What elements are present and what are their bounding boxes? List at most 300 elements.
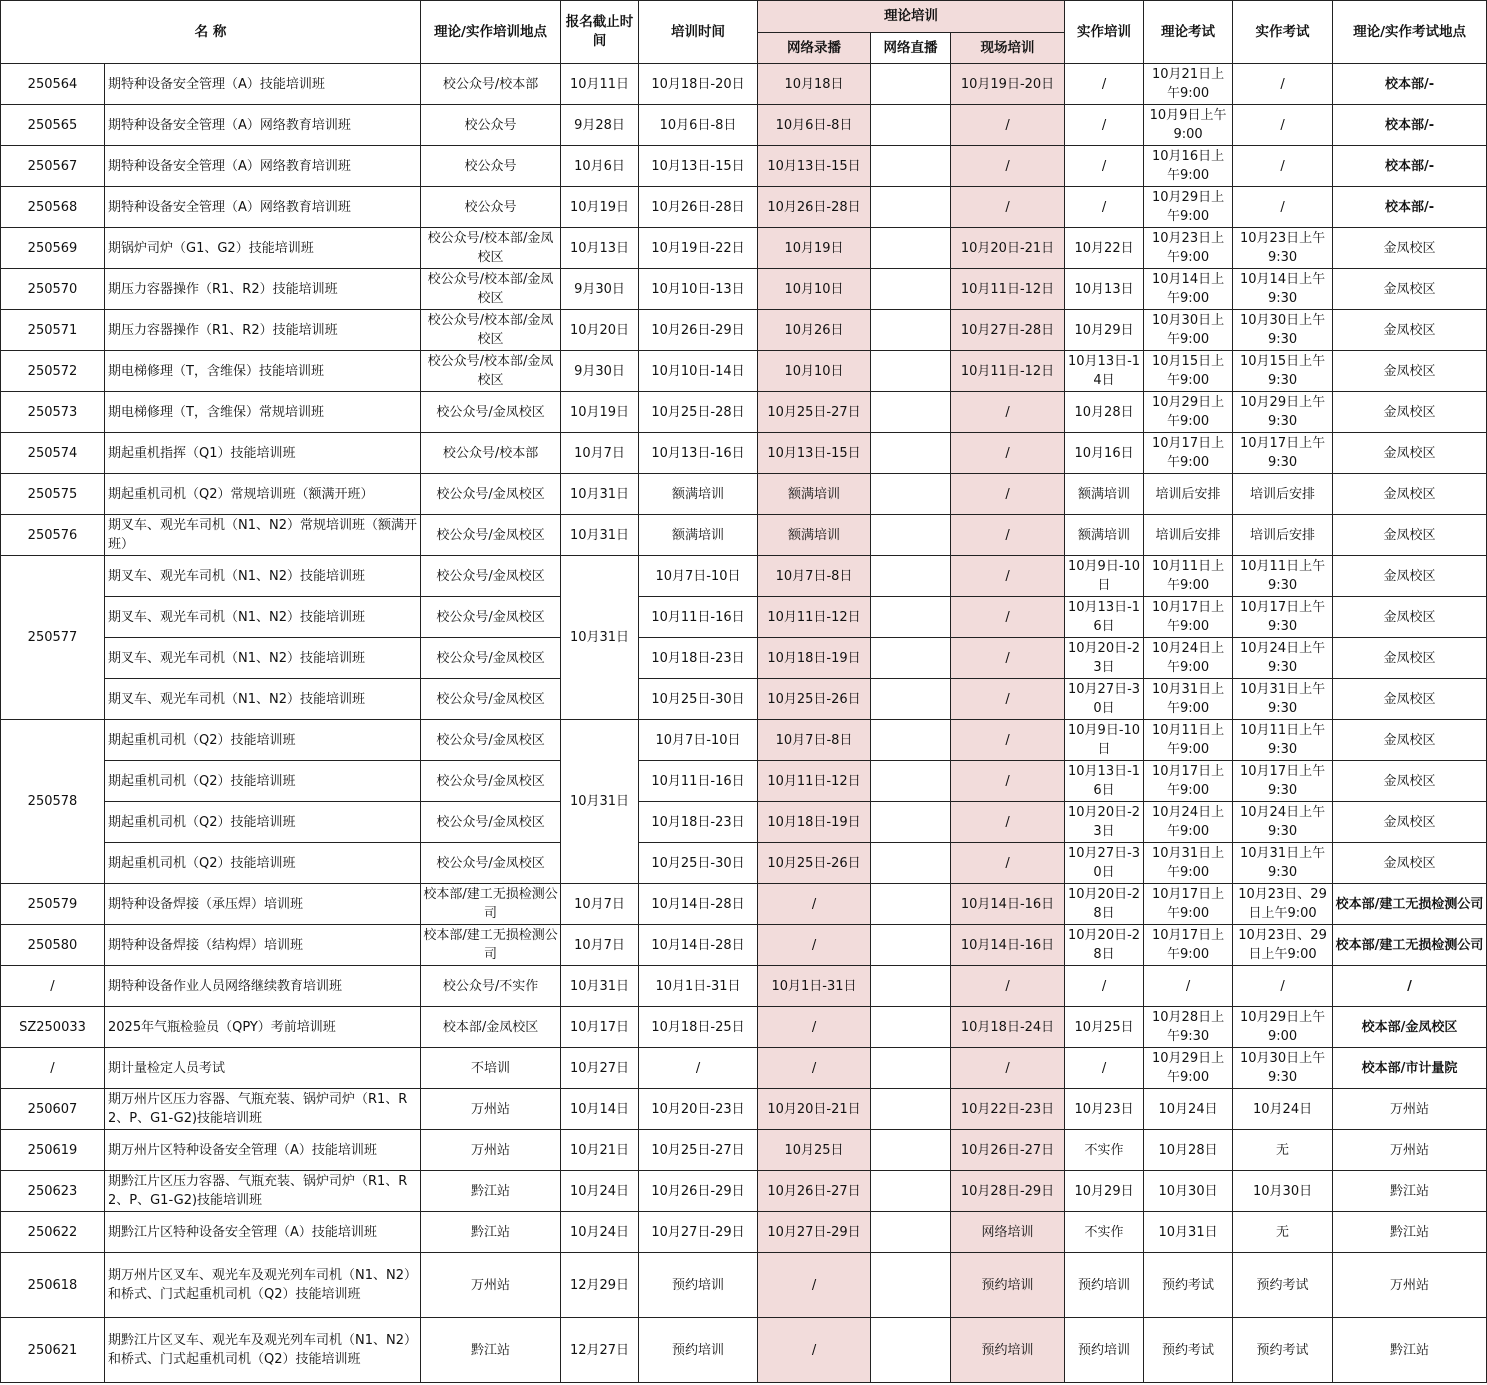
table-row [1,884,1487,925]
header-theory-training: 理论培训 [758,1,1065,33]
table-row [1,638,1487,679]
theory-exam: 10月21日上午9:00 [1144,64,1233,105]
practical-exam: 无 [1233,1212,1333,1253]
registration-deadline: 9月30日 [561,269,639,310]
training-location: 校本部/建工无损检测公司 [421,925,561,966]
training-location: 万州站 [421,1089,561,1130]
class-name: 期黔江片区叉车、观光车及观光列车司机（N1、N2）和桥式、门式起重机司机（Q2）技能培训班 [105,1318,421,1383]
practical-exam: 培训后安排 [1233,515,1333,556]
exam-location: 金凤校区 [1333,392,1487,433]
onsite-training: 10月14日-16日 [951,884,1065,925]
training-location: 校公众号/金凤校区 [421,474,561,515]
training-location: 黔江站 [421,1171,561,1212]
training-location: 校公众号/校本部/金凤校区 [421,269,561,310]
onsite-training: / [951,843,1065,884]
net-live [871,64,951,105]
net-live [871,515,951,556]
practical-training: 预约培训 [1065,1253,1144,1318]
net-record: 10月18日 [758,64,871,105]
net-live [871,392,951,433]
practical-training: / [1065,146,1144,187]
onsite-training: 10月11日-12日 [951,351,1065,392]
practical-exam: / [1233,64,1333,105]
net-live [871,720,951,761]
practical-training: 10月29日 [1065,310,1144,351]
table-row [1,433,1487,474]
net-live [871,966,951,1007]
registration-deadline: 10月13日 [561,228,639,269]
theory-exam: 培训后安排 [1144,515,1233,556]
class-id: 250575 [1,474,105,515]
net-record: 10月19日 [758,228,871,269]
registration-deadline: 10月27日 [561,1048,639,1089]
practical-exam: 10月17日上午9:30 [1233,761,1333,802]
exam-location: 金凤校区 [1333,638,1487,679]
table-row [1,843,1487,884]
practical-exam: 无 [1233,1130,1333,1171]
class-name: 期压力容器操作（R1、R2）技能培训班 [105,269,421,310]
practical-exam: 10月30日上午9:30 [1233,1048,1333,1089]
onsite-training: / [951,720,1065,761]
training-location: 校公众号/校本部/金凤校区 [421,310,561,351]
exam-location: 金凤校区 [1333,474,1487,515]
net-live [871,351,951,392]
table-row [1,351,1487,392]
theory-exam: 10月24日上午9:00 [1144,638,1233,679]
exam-location: 万州站 [1333,1130,1487,1171]
onsite-training: 10月20日-21日 [951,228,1065,269]
exam-location: 校本部/- [1333,64,1487,105]
table-row [1,474,1487,515]
training-time: 10月27日-29日 [639,1212,758,1253]
net-live [871,802,951,843]
net-live [871,269,951,310]
practical-exam: 10月11日上午9:30 [1233,720,1333,761]
training-time: 10月25日-27日 [639,1130,758,1171]
practical-training: 10月20日-23日 [1065,802,1144,843]
exam-location: 金凤校区 [1333,556,1487,597]
practical-training: 10月9日-10日 [1065,556,1144,597]
training-location: 校公众号/金凤校区 [421,515,561,556]
theory-exam: 10月23日上午9:00 [1144,228,1233,269]
training-time: 10月26日-28日 [639,187,758,228]
training-location: 万州站 [421,1253,561,1318]
registration-deadline: 10月11日 [561,64,639,105]
class-name: 期万州片区叉车、观光车及观光列车司机（N1、N2）和桥式、门式起重机司机（Q2）技能培训班 [105,1253,421,1318]
exam-location: 金凤校区 [1333,597,1487,638]
class-name: 期叉车、观光车司机（N1、N2）技能培训班 [105,556,421,597]
practical-training: / [1065,966,1144,1007]
theory-exam: 培训后安排 [1144,474,1233,515]
net-live [871,228,951,269]
table-row [1,310,1487,351]
training-time: 10月18日-20日 [639,64,758,105]
table-row [1,1007,1487,1048]
table-row [1,966,1487,1007]
practical-exam: 10月29日上午9:00 [1233,1007,1333,1048]
class-name: 期万州片区特种设备安全管理（A）技能培训班 [105,1130,421,1171]
class-id: 250607 [1,1089,105,1130]
onsite-training: 10月11日-12日 [951,269,1065,310]
class-name: 期特种设备安全管理（A）网络教育培训班 [105,187,421,228]
onsite-training: 10月26日-27日 [951,1130,1065,1171]
theory-exam: 10月31日上午9:00 [1144,843,1233,884]
table-row [1,392,1487,433]
registration-deadline: 12月29日 [561,1253,639,1318]
class-name: 期起重机司机（Q2）技能培训班 [105,761,421,802]
training-location: 校公众号/校本部 [421,433,561,474]
net-live [871,884,951,925]
net-record: 10月25日-26日 [758,679,871,720]
net-record: 10月18日-19日 [758,802,871,843]
header-practical-exam: 实作考试 [1233,1,1333,64]
net-live [871,105,951,146]
training-location: 校本部/金凤校区 [421,1007,561,1048]
net-record: 10月13日-15日 [758,433,871,474]
net-live [871,761,951,802]
training-time: / [639,1048,758,1089]
training-location: 校公众号 [421,187,561,228]
table-row [1,146,1487,187]
net-record: 10月18日-19日 [758,638,871,679]
table-row [1,64,1487,105]
practical-training: 不实作 [1065,1212,1144,1253]
practical-exam: / [1233,966,1333,1007]
net-live [871,1130,951,1171]
registration-deadline: 10月7日 [561,433,639,474]
exam-location: 金凤校区 [1333,679,1487,720]
training-location: 校公众号/金凤校区 [421,720,561,761]
onsite-training: / [951,679,1065,720]
practical-training: / [1065,1048,1144,1089]
net-record: 10月26日-28日 [758,187,871,228]
exam-location: 金凤校区 [1333,843,1487,884]
class-name: 期黔江片区压力容器、气瓶充装、锅炉司炉（R1、R2、P、G1-G2)技能培训班 [105,1171,421,1212]
training-location: 校公众号/金凤校区 [421,761,561,802]
onsite-training: / [951,1048,1065,1089]
practical-training: 预约培训 [1065,1318,1144,1383]
registration-deadline: 10月19日 [561,187,639,228]
net-record: 10月25日 [758,1130,871,1171]
practical-training: 10月28日 [1065,392,1144,433]
training-time: 10月18日-25日 [639,1007,758,1048]
class-name: 期叉车、观光车司机（N1、N2）技能培训班 [105,679,421,720]
class-id: / [1,966,105,1007]
exam-location: 金凤校区 [1333,802,1487,843]
theory-exam: 10月28日 [1144,1130,1233,1171]
class-name: 期特种设备焊接（承压焊）培训班 [105,884,421,925]
net-record: 10月20日-21日 [758,1089,871,1130]
training-time: 10月14日-28日 [639,925,758,966]
exam-location: 黔江站 [1333,1318,1487,1383]
net-record: 10月11日-12日 [758,597,871,638]
training-location: 校公众号 [421,105,561,146]
registration-deadline: 10月7日 [561,925,639,966]
net-record: 额满培训 [758,515,871,556]
class-name: 期特种设备安全管理（A）技能培训班 [105,64,421,105]
class-name: 期特种设备焊接（结构焊）培训班 [105,925,421,966]
class-id: 250579 [1,884,105,925]
header-name: 名 称 [1,1,421,64]
onsite-training: / [951,966,1065,1007]
class-name: 期叉车、观光车司机（N1、N2）技能培训班 [105,597,421,638]
net-live [871,1007,951,1048]
training-time: 10月13日-16日 [639,433,758,474]
exam-location: 金凤校区 [1333,310,1487,351]
training-time: 10月25日-30日 [639,679,758,720]
practical-exam: 10月29日上午9:30 [1233,392,1333,433]
net-record: 10月1日-31日 [758,966,871,1007]
class-id: 250572 [1,351,105,392]
training-time: 10月10日-13日 [639,269,758,310]
onsite-training: / [951,392,1065,433]
class-name: 期叉车、观光车司机（N1、N2）常规培训班（额满开班） [105,515,421,556]
class-name: 期电梯修理（T，含维保）常规培训班 [105,392,421,433]
exam-location: 校本部/金凤校区 [1333,1007,1487,1048]
class-name: 2025年气瓶检验员（QPY）考前培训班 [105,1007,421,1048]
net-live [871,679,951,720]
onsite-training: 10月14日-16日 [951,925,1065,966]
practical-training: 10月9日-10日 [1065,720,1144,761]
net-record: 10月27日-29日 [758,1212,871,1253]
table-row [1,556,1487,597]
exam-location: 黔江站 [1333,1212,1487,1253]
exam-location: 校本部/建工无损检测公司 [1333,925,1487,966]
exam-location: 校本部/- [1333,146,1487,187]
practical-exam: 10月31日上午9:30 [1233,679,1333,720]
registration-deadline: 10月31日 [561,474,639,515]
theory-exam: 10月29日上午9:00 [1144,1048,1233,1089]
theory-exam: 10月17日上午9:00 [1144,761,1233,802]
header-exam-location: 理论/实作考试地点 [1333,1,1487,64]
table-row [1,515,1487,556]
table-row [1,1253,1487,1318]
training-location: 校公众号/金凤校区 [421,843,561,884]
theory-exam: 预约考试 [1144,1318,1233,1383]
onsite-training: / [951,556,1065,597]
table-body [1,64,1487,1383]
onsite-training: / [951,761,1065,802]
class-name: 期锅炉司炉（G1、G2）技能培训班 [105,228,421,269]
registration-deadline: 10月31日 [561,720,639,884]
training-location: 校公众号/金凤校区 [421,392,561,433]
class-name: 期起重机司机（Q2）技能培训班 [105,843,421,884]
theory-exam: 10月30日上午9:00 [1144,310,1233,351]
class-name: 期叉车、观光车司机（N1、N2）技能培训班 [105,638,421,679]
table-row [1,269,1487,310]
class-id: SZ250033 [1,1007,105,1048]
net-record: 10月25日-27日 [758,392,871,433]
class-name: 期计量检定人员考试 [105,1048,421,1089]
net-live [871,1089,951,1130]
training-time: 10月6日-8日 [639,105,758,146]
theory-exam: 10月11日上午9:00 [1144,556,1233,597]
net-record: 10月10日 [758,269,871,310]
onsite-training: / [951,187,1065,228]
training-location: 校公众号/不实作 [421,966,561,1007]
training-location: 校公众号 [421,146,561,187]
net-record: / [758,884,871,925]
onsite-training: 预约培训 [951,1253,1065,1318]
practical-training: 10月27日-30日 [1065,679,1144,720]
practical-training: 额满培训 [1065,515,1144,556]
theory-exam: 10月29日上午9:00 [1144,392,1233,433]
header-theory-exam: 理论考试 [1144,1,1233,64]
onsite-training: / [951,638,1065,679]
practical-training: 10月23日 [1065,1089,1144,1130]
theory-exam: 10月16日上午9:00 [1144,146,1233,187]
training-time: 10月25日-30日 [639,843,758,884]
practical-training: 10月13日-16日 [1065,761,1144,802]
class-name: 期电梯修理（T，含维保）技能培训班 [105,351,421,392]
table-row [1,802,1487,843]
onsite-training: / [951,515,1065,556]
registration-deadline: 10月20日 [561,310,639,351]
net-record: / [758,1318,871,1383]
table-row [1,1130,1487,1171]
class-id: 250568 [1,187,105,228]
onsite-training: 预约培训 [951,1318,1065,1383]
practical-exam: / [1233,105,1333,146]
training-time: 预约培训 [639,1318,758,1383]
practical-training: 10月20日-28日 [1065,925,1144,966]
class-id: / [1,1048,105,1089]
training-location: 校公众号/校本部/金凤校区 [421,351,561,392]
class-name: 期万州片区压力容器、气瓶充装、锅炉司炉（R1、R2、P、G1-G2)技能培训班 [105,1089,421,1130]
class-id: 250622 [1,1212,105,1253]
practical-training: 10月16日 [1065,433,1144,474]
exam-location: 校本部/建工无损检测公司 [1333,884,1487,925]
table-row [1,1171,1487,1212]
exam-location: 万州站 [1333,1253,1487,1318]
net-record: / [758,925,871,966]
header-deadline: 报名截止时间 [561,1,639,64]
table-row [1,761,1487,802]
practical-exam: 10月30日上午9:30 [1233,310,1333,351]
class-name: 期起重机司机（Q2）技能培训班 [105,802,421,843]
class-id: 250574 [1,433,105,474]
training-location: 校公众号/校本部 [421,64,561,105]
theory-exam: 10月29日上午9:00 [1144,187,1233,228]
practical-exam: 预约考试 [1233,1253,1333,1318]
training-time: 10月1日-31日 [639,966,758,1007]
class-name: 期特种设备安全管理（A）网络教育培训班 [105,105,421,146]
practical-exam: 10月17日上午9:30 [1233,597,1333,638]
registration-deadline: 9月30日 [561,351,639,392]
exam-location: 校本部/- [1333,105,1487,146]
header-net-record: 网络录播 [758,33,871,64]
header-training-location: 理论/实作培训地点 [421,1,561,64]
net-record: / [758,1048,871,1089]
class-id: 250573 [1,392,105,433]
net-record: 额满培训 [758,474,871,515]
theory-exam: 10月28日上午9:30 [1144,1007,1233,1048]
registration-deadline: 10月19日 [561,392,639,433]
net-live [871,1318,951,1383]
class-id: 250565 [1,105,105,146]
practical-training: 10月13日-16日 [1065,597,1144,638]
net-record: 10月25日-26日 [758,843,871,884]
practical-training: 10月22日 [1065,228,1144,269]
training-time: 10月19日-22日 [639,228,758,269]
practical-training: 10月20日-23日 [1065,638,1144,679]
onsite-training: / [951,802,1065,843]
onsite-training: 10月19日-20日 [951,64,1065,105]
theory-exam: 10月14日上午9:00 [1144,269,1233,310]
net-live [871,1253,951,1318]
training-location: 校公众号/金凤校区 [421,679,561,720]
theory-exam: 预约考试 [1144,1253,1233,1318]
practical-training: / [1065,187,1144,228]
training-location: 黔江站 [421,1318,561,1383]
table-row [1,720,1487,761]
table-row [1,105,1487,146]
net-record: 10月26日-27日 [758,1171,871,1212]
training-location: 校本部/建工无损检测公司 [421,884,561,925]
net-live [871,310,951,351]
net-live [871,1212,951,1253]
class-name: 期特种设备作业人员网络继续教育培训班 [105,966,421,1007]
registration-deadline: 10月31日 [561,515,639,556]
net-record: / [758,1253,871,1318]
training-time: 10月7日-10日 [639,720,758,761]
practical-training: 10月20日-28日 [1065,884,1144,925]
theory-exam: 10月11日上午9:00 [1144,720,1233,761]
registration-deadline: 10月31日 [561,966,639,1007]
practical-exam: 10月11日上午9:30 [1233,556,1333,597]
class-id: 250618 [1,1253,105,1318]
table-row [1,228,1487,269]
practical-exam: 10月31日上午9:30 [1233,843,1333,884]
theory-exam: 10月24日 [1144,1089,1233,1130]
exam-location: 金凤校区 [1333,269,1487,310]
practical-exam: 10月17日上午9:30 [1233,433,1333,474]
net-record: / [758,1007,871,1048]
exam-location: 校本部/- [1333,187,1487,228]
registration-deadline: 10月14日 [561,1089,639,1130]
table-row [1,679,1487,720]
training-location: 校公众号/校本部/金凤校区 [421,228,561,269]
training-time: 预约培训 [639,1253,758,1318]
onsite-training: / [951,433,1065,474]
practical-exam: 10月23日、29日上午9:00 [1233,925,1333,966]
net-live [871,187,951,228]
registration-deadline: 9月28日 [561,105,639,146]
training-location: 万州站 [421,1130,561,1171]
net-record: 10月10日 [758,351,871,392]
practical-exam: 培训后安排 [1233,474,1333,515]
table-row [1,187,1487,228]
practical-exam: 10月24日 [1233,1089,1333,1130]
registration-deadline: 10月7日 [561,884,639,925]
onsite-training: 10月18日-24日 [951,1007,1065,1048]
exam-location: 金凤校区 [1333,351,1487,392]
table-row [1,1089,1487,1130]
onsite-training: 10月27日-28日 [951,310,1065,351]
class-name: 期起重机司机（Q2）常规培训班（额满开班） [105,474,421,515]
class-id: 250578 [1,720,105,884]
header-training-time: 培训时间 [639,1,758,64]
theory-exam: 10月9日上午9:00 [1144,105,1233,146]
table-row [1,1048,1487,1089]
net-live [871,146,951,187]
training-location: 黔江站 [421,1212,561,1253]
table-header [1,1,1487,64]
training-location: 不培训 [421,1048,561,1089]
theory-exam: 10月31日 [1144,1212,1233,1253]
table-row [1,925,1487,966]
net-record: 10月26日 [758,310,871,351]
